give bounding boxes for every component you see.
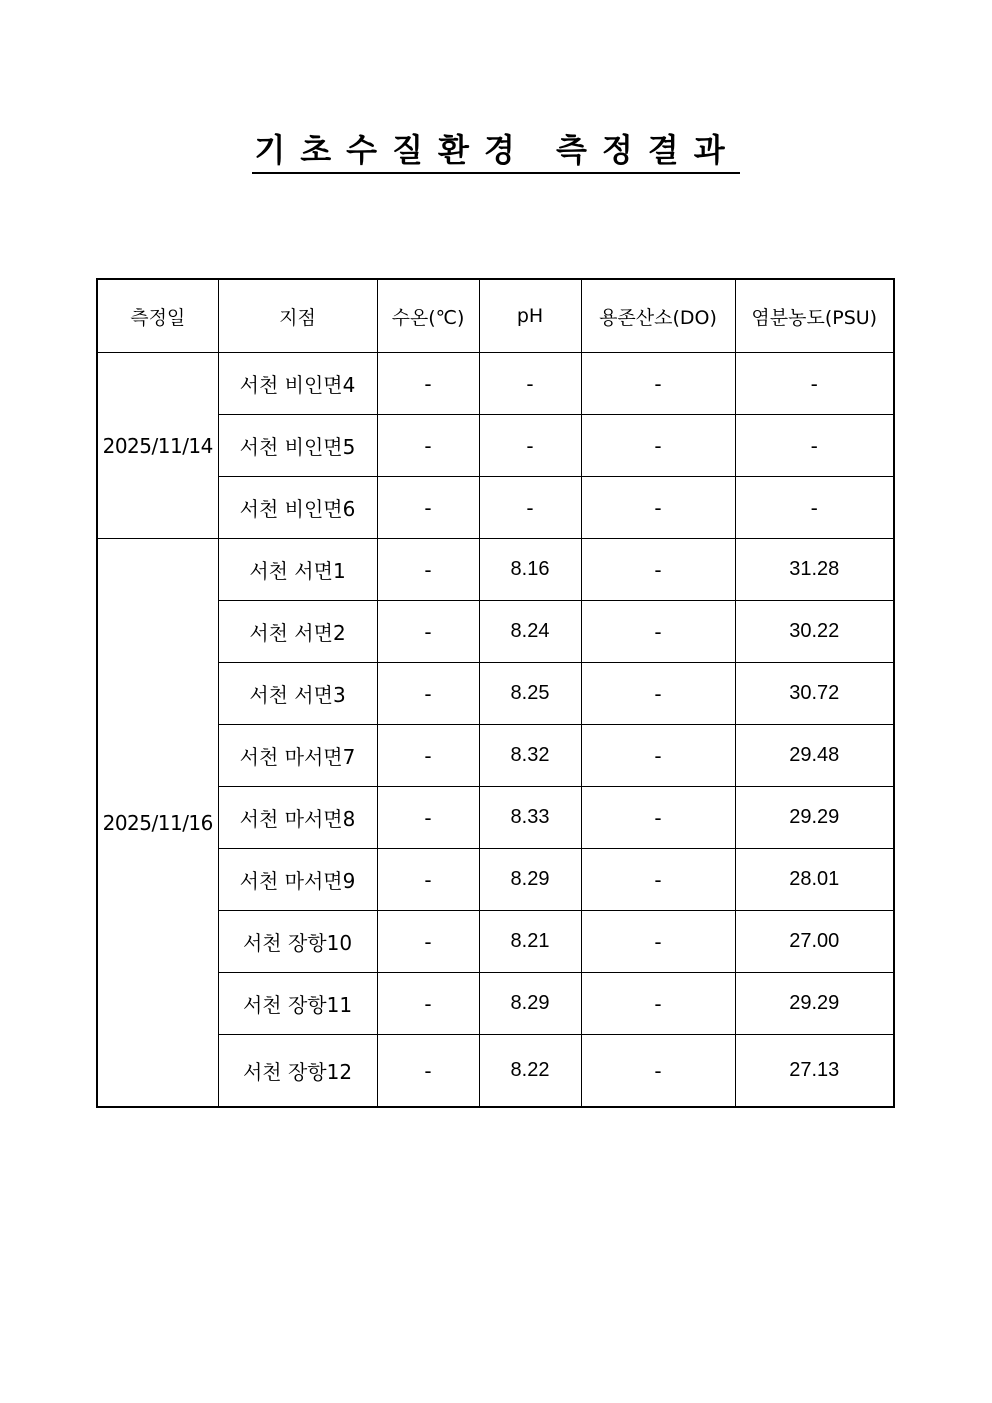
- ph-value: 8.25: [479, 663, 581, 725]
- salinity-value: 28.01: [735, 849, 894, 911]
- water-temp: -: [377, 477, 479, 539]
- dissolved-oxygen: -: [581, 787, 735, 849]
- header-temp: 수온(℃): [377, 279, 479, 353]
- measure-date: 2025/11/16: [97, 539, 218, 1108]
- salinity-value: 29.29: [735, 973, 894, 1035]
- results-table: [96, 278, 895, 1108]
- ph-value: 8.32: [479, 725, 581, 787]
- salinity-value: 31.28: [735, 539, 894, 601]
- water-temp: -: [377, 1035, 479, 1108]
- measure-date: 2025/11/14: [97, 353, 218, 539]
- site-name: 서천 비인면4: [218, 353, 377, 415]
- ph-value: -: [479, 353, 581, 415]
- site-name: 서천 장항10: [218, 911, 377, 973]
- dissolved-oxygen: -: [581, 911, 735, 973]
- salinity-value: -: [735, 477, 894, 539]
- site-name: 서천 서면1: [218, 539, 377, 601]
- header-ph: pH: [479, 279, 581, 353]
- ph-value: -: [479, 477, 581, 539]
- water-temp: -: [377, 725, 479, 787]
- ph-value: 8.22: [479, 1035, 581, 1108]
- water-temp: -: [377, 787, 479, 849]
- site-name: 서천 서면2: [218, 601, 377, 663]
- salinity-value: -: [735, 415, 894, 477]
- dissolved-oxygen: -: [581, 725, 735, 787]
- salinity-value: -: [735, 353, 894, 415]
- water-temp: -: [377, 973, 479, 1035]
- header-row: [97, 279, 894, 353]
- header-do: 용존산소(DO): [581, 279, 735, 353]
- dissolved-oxygen: -: [581, 973, 735, 1035]
- water-temp: -: [377, 353, 479, 415]
- results-body: [97, 353, 894, 1108]
- water-temp: -: [377, 911, 479, 973]
- site-name: 서천 비인면6: [218, 477, 377, 539]
- ph-value: 8.21: [479, 911, 581, 973]
- ph-value: 8.16: [479, 539, 581, 601]
- site-name: 서천 비인면5: [218, 415, 377, 477]
- water-temp: -: [377, 601, 479, 663]
- water-temp: -: [377, 663, 479, 725]
- ph-value: 8.29: [479, 973, 581, 1035]
- header-date: 측정일: [97, 279, 218, 353]
- site-name: 서천 장항12: [218, 1035, 377, 1108]
- water-temp: -: [377, 849, 479, 911]
- ph-value: -: [479, 415, 581, 477]
- salinity-value: 29.29: [735, 787, 894, 849]
- dissolved-oxygen: -: [581, 353, 735, 415]
- dissolved-oxygen: -: [581, 477, 735, 539]
- dissolved-oxygen: -: [581, 663, 735, 725]
- document-title-wrapper: [0, 128, 992, 174]
- site-name: 서천 마서면7: [218, 725, 377, 787]
- salinity-value: 30.22: [735, 601, 894, 663]
- header-site: 지점: [218, 279, 377, 353]
- document-title: 기초수질환경 측정결과: [252, 128, 739, 174]
- dissolved-oxygen: -: [581, 1035, 735, 1108]
- header-psu: 염분농도(PSU): [735, 279, 894, 353]
- water-temp: -: [377, 415, 479, 477]
- dissolved-oxygen: -: [581, 601, 735, 663]
- ph-value: 8.24: [479, 601, 581, 663]
- site-name: 서천 마서면9: [218, 849, 377, 911]
- dissolved-oxygen: -: [581, 539, 735, 601]
- salinity-value: 27.13: [735, 1035, 894, 1108]
- salinity-value: 27.00: [735, 911, 894, 973]
- water-temp: -: [377, 539, 479, 601]
- salinity-value: 30.72: [735, 663, 894, 725]
- ph-value: 8.29: [479, 849, 581, 911]
- table-row: [97, 353, 894, 415]
- dissolved-oxygen: -: [581, 415, 735, 477]
- site-name: 서천 서면3: [218, 663, 377, 725]
- salinity-value: 29.48: [735, 725, 894, 787]
- site-name: 서천 마서면8: [218, 787, 377, 849]
- dissolved-oxygen: -: [581, 849, 735, 911]
- site-name: 서천 장항11: [218, 973, 377, 1035]
- table-row: [97, 539, 894, 601]
- ph-value: 8.33: [479, 787, 581, 849]
